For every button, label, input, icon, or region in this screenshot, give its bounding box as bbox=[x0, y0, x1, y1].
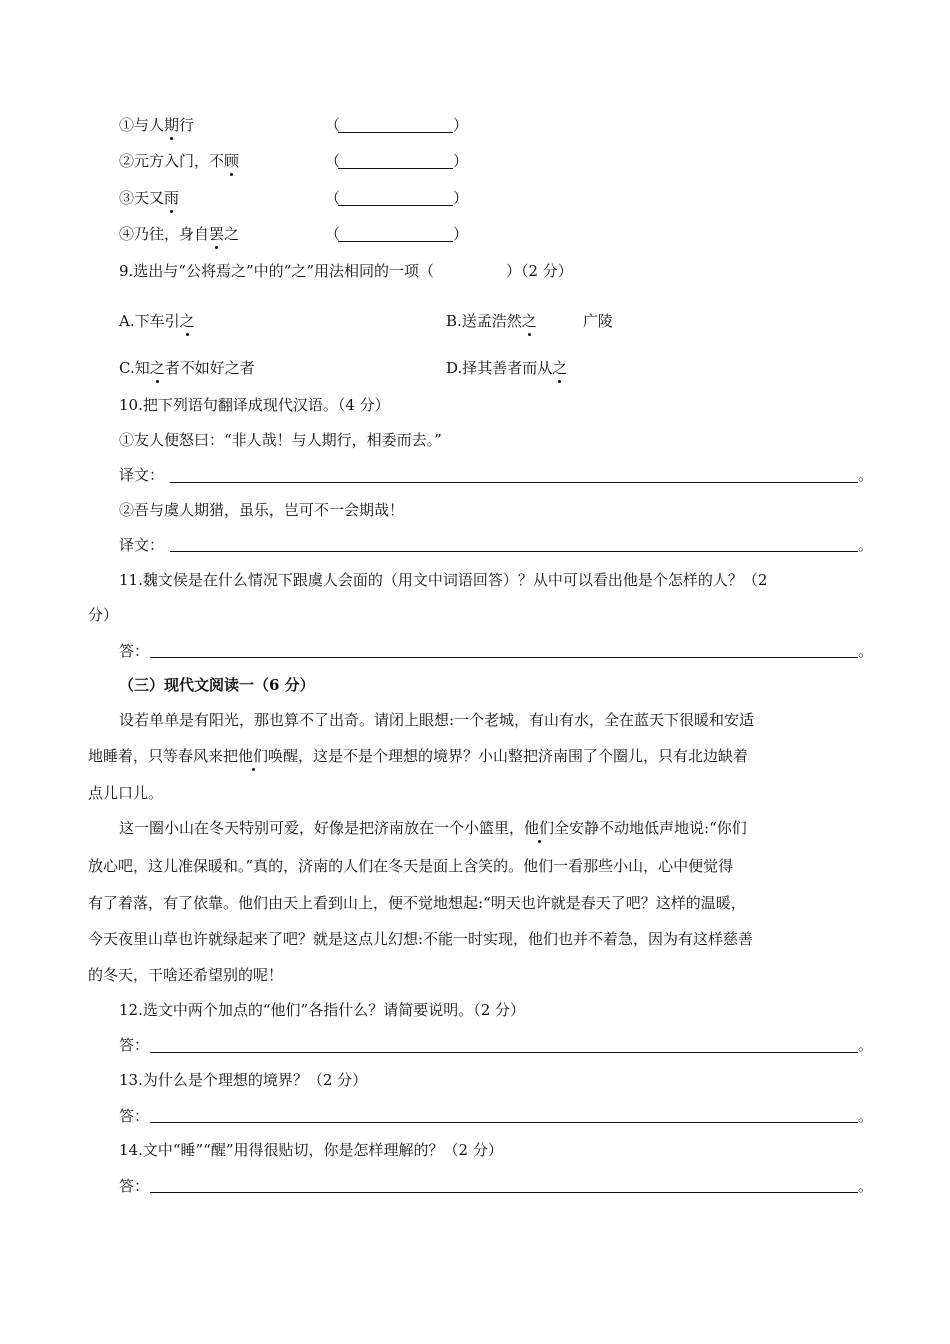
q12-label: 答： bbox=[119, 1036, 150, 1054]
q9-option-text: B.送孟浩然 bbox=[446, 312, 522, 330]
q14-label: 答： bbox=[119, 1177, 150, 1195]
passage-text: 这一圈小山在冬天特别可爱，好像是把济南放在一个小篮里， bbox=[119, 819, 525, 837]
q8-answer-blank-1[interactable] bbox=[338, 132, 453, 133]
q9-option-b bbox=[446, 311, 613, 331]
q9-option-d bbox=[446, 358, 567, 378]
q9-dotted-char: 之 bbox=[179, 312, 195, 330]
q8-dotted-char: 罢 bbox=[209, 225, 225, 243]
q9-dotted-char: 之 bbox=[552, 359, 568, 377]
q14-stem: 14.文中“睡”“醒”用得很贴切，你是怎样理解的？（2 分） bbox=[119, 1141, 503, 1159]
passage-p2-line-1 bbox=[119, 818, 747, 838]
q8-item-text: ③天又 bbox=[119, 189, 165, 207]
q8-paren-close-2: ） bbox=[453, 152, 469, 170]
q12-period: 。 bbox=[858, 1036, 874, 1054]
q11-period: 。 bbox=[858, 642, 874, 660]
q9-option-text: A.下车引 bbox=[119, 312, 180, 330]
q8-answer-blank-3[interactable] bbox=[338, 205, 453, 206]
q8-item-text: ①与人 bbox=[119, 116, 165, 134]
passage-p2-line-5: 的冬天，干啥还希望别的呢！ bbox=[88, 966, 284, 984]
q8-paren-open-1: （ bbox=[325, 116, 341, 134]
q8-dotted-char: 顾 bbox=[224, 152, 240, 170]
q8-item-text: 之 bbox=[224, 225, 240, 243]
q8-paren-close-1: ） bbox=[453, 116, 469, 134]
q11-label: 答： bbox=[119, 642, 150, 660]
q8-item-1 bbox=[119, 115, 194, 135]
q9-stem-score: ）（2 分） bbox=[506, 262, 573, 280]
passage-p1-line-2 bbox=[88, 746, 748, 766]
q10-sentence-2: ②吾与虞人期猎，虽乐，岂可不一会期哉！ bbox=[119, 501, 405, 519]
q10-answer-line-2[interactable] bbox=[170, 551, 858, 552]
passage-p1-line-3: 点儿口儿。 bbox=[88, 784, 164, 802]
q10-answer-line-1[interactable] bbox=[170, 482, 858, 483]
q12-stem: 12.选文中两个加点的“他们”各指什么？请简要说明。（2 分） bbox=[119, 1001, 526, 1019]
q8-item-text: ④乃往，身自 bbox=[119, 225, 210, 243]
q13-label: 答： bbox=[119, 1107, 150, 1125]
q8-paren-close-3: ） bbox=[453, 189, 469, 207]
q9-option-text: 者不如好之者 bbox=[164, 359, 255, 377]
q8-paren-open-4: （ bbox=[325, 225, 341, 243]
q8-dotted-char: 期 bbox=[164, 116, 180, 134]
passage-dotted-word: 他们 bbox=[238, 747, 269, 765]
q9-dotted-char: 之 bbox=[521, 312, 537, 330]
q10-stem: 10.把下列语句翻译成现代汉语。（4 分） bbox=[119, 396, 390, 414]
q8-paren-open-3: （ bbox=[325, 189, 341, 207]
q10-label-2: 译文： bbox=[119, 536, 165, 554]
q11-stem-line-1: 11.魏文侯是在什么情况下跟虞人会面的（用文中词语回答）？从中可以看出他是个怎样的人？（2 bbox=[119, 571, 768, 589]
q9-dotted-char: 之 bbox=[149, 359, 165, 377]
q9-stem-text: 9.选出与“公将焉之”中的“之”用法相同的一项（ bbox=[119, 262, 434, 280]
passage-p2-line-4: 今天夜里山草也许就绿起来了吧？就是这点儿幻想:不能一时实现，他们也并不着急，因为有这样慈善 bbox=[88, 930, 754, 948]
passage-text: 地睡着，只等春风来把 bbox=[88, 747, 239, 765]
q12-answer-line[interactable] bbox=[150, 1052, 858, 1053]
q8-item-3 bbox=[119, 188, 179, 208]
q14-period: 。 bbox=[858, 1177, 874, 1195]
q10-period-2: 。 bbox=[858, 536, 874, 554]
q8-answer-blank-4[interactable] bbox=[338, 241, 453, 242]
passage-p2-line-2: 放心吧，这儿准保暖和。”真的，济南的人们在冬天是面上含笑的。他们一看那些小山，心中便觉得 bbox=[88, 857, 734, 875]
q9-option-text: 广陵 bbox=[582, 312, 613, 330]
q11-answer-line[interactable] bbox=[150, 657, 858, 658]
q9-stem bbox=[119, 261, 573, 281]
q13-period: 。 bbox=[858, 1107, 874, 1125]
q9-option-text: D.择其善者而从 bbox=[446, 359, 553, 377]
passage-p1-line-1: 设若单单是有阳光，那也算不了出奇。请闭上眼想:一个老城，有山有水，全在蓝天下很暖和安适 bbox=[119, 711, 755, 729]
q14-answer-line[interactable] bbox=[150, 1192, 858, 1193]
q9-option-text: C.知 bbox=[119, 359, 150, 377]
q8-paren-close-4: ） bbox=[453, 225, 469, 243]
q9-option-c bbox=[119, 358, 255, 378]
q10-period-1: 。 bbox=[858, 466, 874, 484]
q8-item-4 bbox=[119, 224, 239, 244]
q8-item-text: 行 bbox=[179, 116, 195, 134]
q13-answer-line[interactable] bbox=[150, 1122, 858, 1123]
q13-stem: 13.为什么是个理想的境界？（2 分） bbox=[119, 1071, 368, 1089]
q10-label-1: 译文： bbox=[119, 466, 165, 484]
passage-text: 全安静不动地低声地说:“你们 bbox=[554, 819, 747, 837]
section-3-title: （三）现代文阅读一（6 分） bbox=[119, 676, 315, 694]
q8-item-2 bbox=[119, 151, 239, 171]
q10-sentence-1: ①友人便怒曰：“非人哉！与人期行，相委而去。” bbox=[119, 431, 442, 449]
passage-p2-line-3: 有了着落，有了依靠。他们由天上看到山上，便不觉地想起:“明天也许就是春天了吧？这样的温暖， bbox=[88, 894, 746, 912]
q8-dotted-char: 雨 bbox=[164, 189, 180, 207]
q8-paren-open-2: （ bbox=[325, 152, 341, 170]
q9-option-a bbox=[119, 311, 195, 331]
q11-stem-line-2: 分） bbox=[88, 606, 119, 624]
q8-item-text: ②元方入门，不 bbox=[119, 152, 225, 170]
passage-dotted-word: 他们 bbox=[524, 819, 555, 837]
passage-text: 唤醒，这是不是个理想的境界？小山整把济南围了个圈儿，只有北边缺着 bbox=[268, 747, 749, 765]
q8-answer-blank-2[interactable] bbox=[338, 168, 453, 169]
